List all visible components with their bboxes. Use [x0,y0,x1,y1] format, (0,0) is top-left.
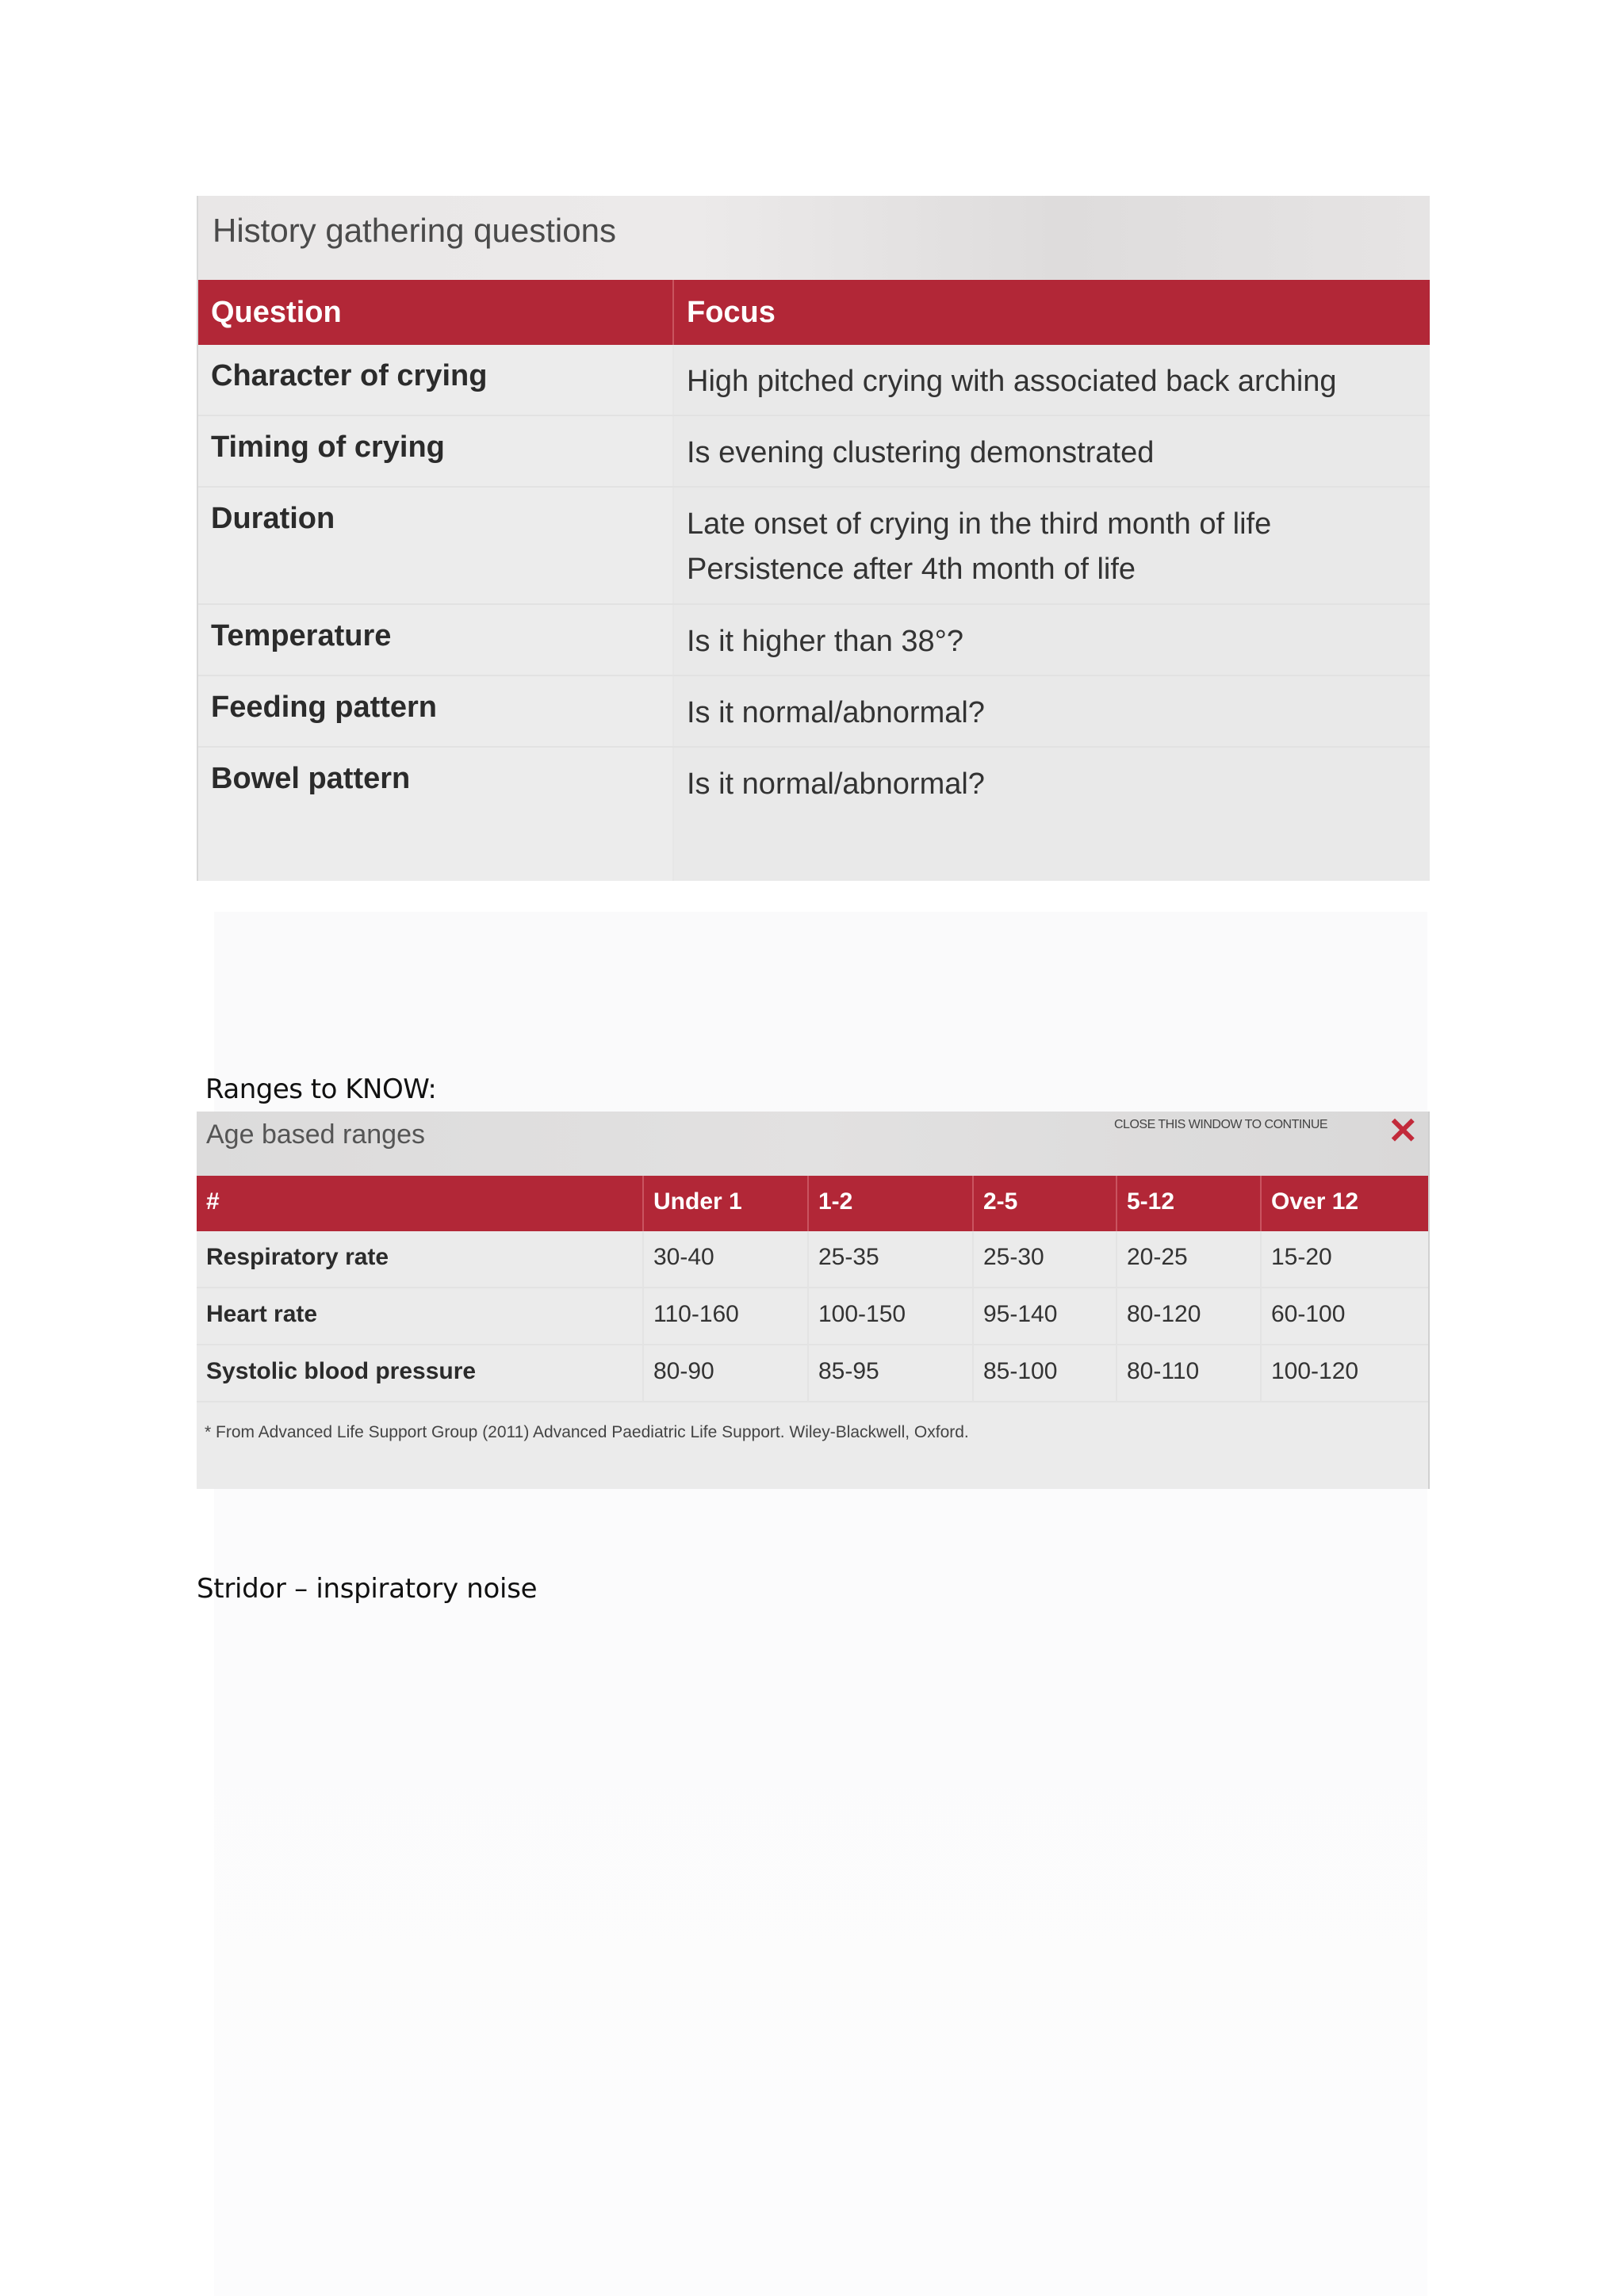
table-row [197,1288,1428,1345]
ranges-table-header [197,1176,1428,1231]
table-cell: 80-90 [644,1345,809,1401]
focus-cell [674,416,1430,486]
focus-cell [674,676,1430,746]
table-row [198,605,1430,676]
table-cell: 80-110 [1117,1345,1262,1401]
focus-line: Late onset of crying in the third month of life [687,507,1272,541]
table-cell: 60-100 [1271,1301,1346,1327]
table-cell: 80-120 [1117,1288,1262,1344]
table-row [197,1345,1428,1402]
row-label: Heart rate [197,1288,644,1344]
table-cell: 85-95 [809,1345,974,1401]
history-panel-title: History gathering questions [198,196,1430,280]
table-cell: 100-150 [809,1288,974,1344]
table-cell: 100-120 [1271,1358,1359,1384]
table-row [198,416,1430,488]
header-cell: # [197,1176,644,1231]
header-cell: Under 1 [644,1176,809,1231]
focus-line: Is it higher than 38°? [687,625,963,658]
question-cell: Character of crying [198,345,674,415]
question-cell: Temperature [198,605,674,675]
focus-line: Is it normal/abnormal? [687,767,985,801]
focus-line: Persistence after 4th month of life [687,553,1136,586]
focus-cell [674,488,1430,603]
focus-cell [674,748,1430,881]
table-row [198,676,1430,748]
header-cell: 5-12 [1117,1176,1262,1231]
table-cell: 15-20 [1271,1244,1332,1270]
header-focus: Focus [687,296,776,329]
question-cell: Feeding pattern [198,676,674,746]
table-row [198,488,1430,605]
focus-cell [674,345,1430,415]
question-cell: Bowel pattern [198,748,674,881]
focus-cell [674,605,1430,675]
table-cell: 95-140 [974,1288,1117,1344]
table-cell: 25-35 [809,1231,974,1287]
table-row [198,748,1430,881]
table-cell: 85-100 [974,1345,1117,1401]
table-cell: 30-40 [644,1231,809,1287]
header-cell: 2-5 [974,1176,1117,1231]
table-cell: 20-25 [1117,1231,1262,1287]
close-window-link[interactable]: CLOSE THIS WINDOW TO CONTINUE [1114,1118,1328,1131]
header-question: Question [198,280,674,345]
header-cell: 1-2 [809,1176,974,1231]
history-table-header [198,280,1430,345]
focus-line: Is it normal/abnormal? [687,696,985,729]
citation-footnote: * From Advanced Life Support Group (2011) Advanced Paediatric Life Support. Wiley-Blackwell, Oxford. [205,1423,969,1441]
row-label: Respiratory rate [197,1231,644,1287]
table-cell: 25-30 [974,1231,1117,1287]
focus-line: High pitched crying with associated back arching [687,365,1337,398]
question-cell: Timing of crying [198,416,674,486]
table-row [197,1231,1428,1288]
age-ranges-panel [197,1112,1430,1489]
row-label: Systolic blood pressure [197,1345,644,1401]
ranges-panel-title: Age based ranges [206,1119,425,1150]
ranges-panel-titlebar [197,1112,1428,1176]
close-x-icon[interactable]: ✕ [1388,1112,1419,1151]
table-row [198,345,1430,416]
question-cell: Duration [198,488,674,603]
table-cell: 110-160 [644,1288,809,1344]
ranges-heading: Ranges to KNOW: [205,1073,437,1105]
stridor-note: Stridor – inspiratory noise [197,1573,538,1605]
focus-line: Is evening clustering demonstrated [687,436,1155,469]
history-questions-panel [197,196,1430,881]
header-cell: Over 12 [1271,1188,1359,1215]
